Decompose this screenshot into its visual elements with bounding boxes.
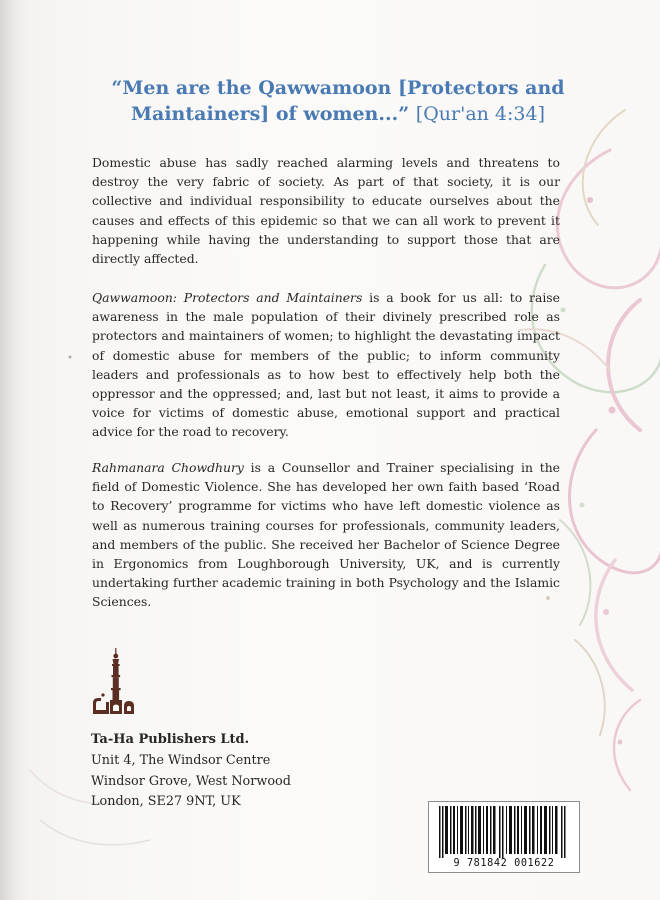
address-line-1: Unit 4, The Windsor Centre bbox=[91, 752, 271, 768]
book-title: Qawwamoon: Protectors and Maintainers bbox=[92, 290, 363, 305]
intro-paragraph: Domestic abuse has sadly reached alarming levels and threatens to destroy the very fabric of society. As part of that society, it is our collective and individual responsibility to educate ourselves about the causes and effects of this epidemic so that we can all work to prevent it happening while having the understanding to support those that are directly affected. bbox=[92, 155, 560, 267]
address-line-2: Windsor Grove, West Norwood bbox=[91, 773, 291, 789]
publisher-name: Ta-Ha Publishers Ltd. bbox=[91, 732, 250, 747]
publisher-address-block bbox=[91, 730, 291, 813]
address-line-3: London, SE27 9NT, UK bbox=[91, 794, 241, 810]
quote-text: “Men are the Qawwamoon [Protectors and Maintainers] of women...” bbox=[111, 77, 565, 125]
barcode-bars bbox=[429, 802, 579, 858]
book-description-paragraph bbox=[92, 288, 560, 442]
isbn-digits: 9 781842 001622 bbox=[453, 858, 555, 869]
isbn-barcode bbox=[428, 801, 580, 873]
publisher-logo-icon bbox=[88, 648, 138, 718]
book-description-text: is a book for us all: to raise awareness in the male population of their divinely prescribed role as protectors and maintainers of women; to highlight the devastating impact of domestic abuse for members of the public; to inform community leaders and professionals as to how best to effectively help both the oppressor and the oppressed; and, last but not least, it aims to provide a voice for victims of domestic abuse, emotional support and practical advice for the road to recovery. bbox=[92, 290, 560, 440]
author-name: Rahmanara Chowdhury bbox=[92, 460, 244, 475]
quote-reference: [Qur'an 4:34] bbox=[415, 103, 545, 125]
author-bio-text: is a Counsellor and Trainer specialising in the field of Domestic Violence. She has developed her own faith based ‘Road to Recovery’ programme for victims who have left domestic violence as well as numerous training courses for professionals, community leaders, and members of the public. She received her Bachelor of Science Degree in Ergonomics from Loughborough University, UK, and is currently undertaking further academic training in both Psychology and the Islamic Sciences. bbox=[92, 460, 561, 610]
author-bio-paragraph bbox=[92, 458, 560, 612]
scripture-quote bbox=[88, 75, 588, 127]
